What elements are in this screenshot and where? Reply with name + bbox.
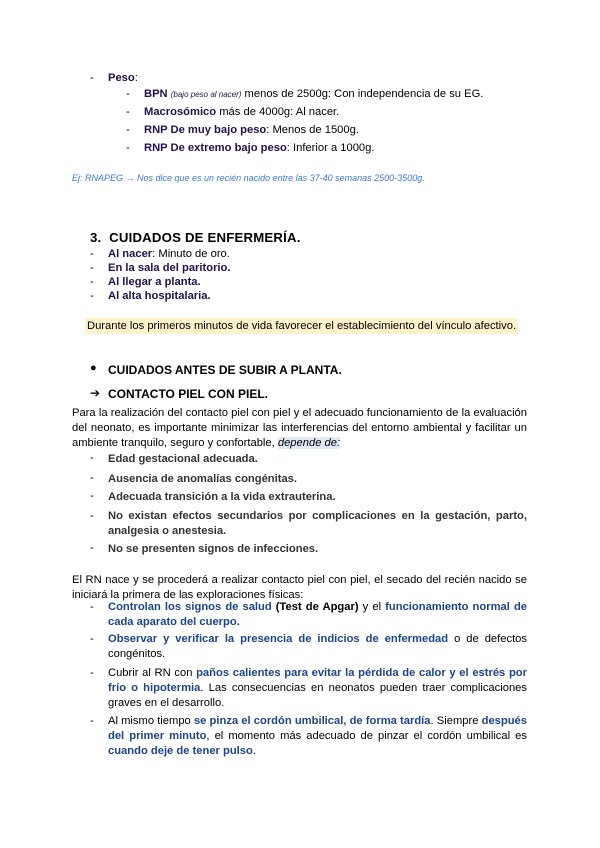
- arrow-icon: ➔: [90, 386, 101, 400]
- list-dash: -: [90, 542, 94, 554]
- bullet-icon: ●: [90, 362, 97, 374]
- cuidados-item-paritorio: En la sala del paritorio.: [108, 262, 231, 274]
- list-dash: -: [90, 452, 94, 464]
- requisito-item: Edad gestacional adecuada.: [108, 453, 258, 465]
- list-dash: -: [90, 601, 94, 613]
- list-dash: -: [126, 142, 130, 154]
- list-dash: -: [126, 106, 130, 118]
- exploracion-item-observar: Observar y verificar la presencia de indicios de enfermedad o de defectos congénitos.: [108, 633, 527, 661]
- antes-planta-heading: CUIDADOS ANTES DE SUBIR A PLANTA.: [108, 363, 342, 377]
- list-dash: -: [90, 633, 94, 645]
- list-dash: -: [90, 715, 94, 727]
- list-dash: -: [90, 490, 94, 502]
- peso-item-macrosomico: Macrosómico más de 4000g: Al nacer.: [144, 106, 340, 118]
- contacto-intro: Para la realización del contacto piel con piel y el adecuado funcionamiento de la evaluación del neonato, es importante minimizar las interferencias del entorno ambiental y facilitar un ambiente tranquilo, seguro y confortable, depende de:: [72, 407, 527, 450]
- list-dash: -: [126, 88, 130, 100]
- list-dash: -: [90, 290, 94, 302]
- cuidados-item-alta: Al alta hospitalaria.: [108, 290, 211, 302]
- exploracion-item-cordon: Al mismo tiempo se pinza el cordón umbilical, de forma tardía. Siempre después del primer minuto, el momento más adecuado de pinzar el cordón umbilical es cuando deje de tener pulso.: [108, 715, 527, 758]
- exploracion-item-cubrir: Cubrir al RN con paños calientes para evitar la pérdida de calor y el estrés por frío o hipotermia. Las consecuencias en neonatos pueden traer complicaciones graves en el desarrollo.: [108, 667, 527, 710]
- requisito-item: No existan efectos secundarios por complicaciones en la gestación, parto, analgesia o anestesia.: [108, 510, 527, 538]
- rn-intro: El RN nace y se procederá a realizar contacto piel con piel, el secado del recién nacido se iniciará la primera de las exploraciones físicas:: [72, 574, 527, 602]
- section-3-heading: 3. CUIDADOS DE ENFERMERÍA.: [90, 230, 301, 245]
- list-dash: -: [90, 276, 94, 288]
- peso-heading: Peso:: [108, 72, 138, 84]
- list-dash: -: [90, 510, 94, 522]
- list-dash: -: [90, 667, 94, 679]
- list-dash: -: [126, 124, 130, 136]
- example-note: Ej: RNAPEG → Nos dice que es un recién nacido entre las 37-40 semanas 2500-3500g.: [72, 173, 425, 183]
- exploracion-item-signos: Controlan los signos de salud (Test de Apgar) y el funcionamiento normal de cada aparato del cuerpo.: [108, 601, 527, 629]
- cuidados-item-nacer: Al nacer: Minuto de oro.: [108, 248, 230, 260]
- vinculo-afectivo-note: Durante los primeros minutos de vida favorecer el establecimiento del vínculo afectivo.: [87, 320, 517, 332]
- peso-item-extremo-bajo: RNP De extremo bajo peso: Inferior a 1000g.: [144, 142, 375, 154]
- list-dash: -: [90, 248, 94, 260]
- list-dash: -: [90, 72, 94, 84]
- cuidados-item-planta: Al llegar a planta.: [108, 276, 201, 288]
- list-dash: -: [90, 262, 94, 274]
- contacto-piel-heading: CONTACTO PIEL CON PIEL.: [108, 387, 269, 401]
- peso-item-bpn: BPN (bajo peso al nacer) menos de 2500g: Con independencia de su EG.: [144, 88, 484, 100]
- requisito-item: Adecuada transición a la vida extrauterina.: [108, 491, 336, 503]
- peso-item-muy-bajo: RNP De muy bajo peso: Menos de 1500g.: [144, 124, 359, 136]
- requisito-item: Ausencia de anomalías congénitas.: [108, 473, 298, 485]
- requisito-item: No se presenten signos de infecciones.: [108, 543, 319, 555]
- list-dash: -: [90, 472, 94, 484]
